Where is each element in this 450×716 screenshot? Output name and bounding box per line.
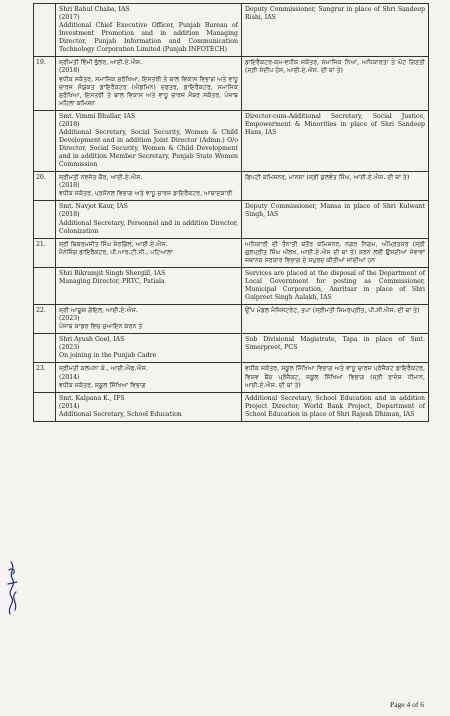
officer-details-line: Additional Secretary, Social Security, Women & Child Development and in addition Joint Director (Admn.) O/o Director, Social Security, Women & Child Development and in addition Member Secretary, Punjab State Women Commission bbox=[59, 128, 238, 169]
officer-details bbox=[56, 238, 242, 267]
officer-details-line: ਸ੍ਰੀਮਤੀ ਕਲਪਨਾ ਕੇ., ਆਈ.ਐਫ.ਐਸ. bbox=[59, 365, 148, 373]
officer-details-line: Smt. Kalpana K., IFS bbox=[59, 394, 125, 402]
officer-details-line: ਮੈਨੇਜਿੰਗ ਡਾਇਰੈਕਟਰ, ਪੀ.ਆਰ.ਟੀ.ਸੀ., ਪਟਿਆਲਾ bbox=[59, 248, 173, 256]
officer-details bbox=[56, 363, 242, 392]
officer-details-line: Shri Bikramjit Singh Shergill, IAS bbox=[59, 269, 166, 277]
posting-details bbox=[242, 4, 429, 57]
serial-number bbox=[34, 201, 56, 238]
officer-details bbox=[56, 201, 242, 238]
serial-number: 19. bbox=[34, 57, 56, 110]
posting-details bbox=[242, 201, 429, 238]
officer-details bbox=[56, 267, 242, 304]
posting-details bbox=[242, 392, 429, 421]
posting-details bbox=[242, 363, 429, 392]
officer-details-line: Shri Rahul Chaba, IAS bbox=[59, 6, 130, 13]
officer-details-line: ਸ੍ਰੀ ਆਯੂਸ਼ ਗੋਇਲ, ਆਈ.ਏ.ਐਸ. bbox=[59, 307, 138, 315]
posting-details-line: Deputy Commissioner, Sangrur in place of Shri Sandeep Rishi, IAS bbox=[245, 6, 425, 22]
table-row bbox=[34, 57, 429, 110]
page-number: Page 4 of 6 bbox=[390, 700, 424, 709]
officer-details-line: ਸ੍ਰੀਮਤੀ ਵਿੰਮੀ ਭੁੱਲਰ, ਆਈ.ਏ.ਐਸ. bbox=[59, 59, 143, 67]
table-row bbox=[34, 4, 429, 57]
officer-details-line: ਵਧੀਕ ਸਕੱਤਰ, ਸਮਾਜਿਕ ਸੁਰੱਖਿਆ, ਇਸਤਰੀ ਤੇ ਬਾਲ ਵਿਕਾਸ ਵਿਭਾਗ ਅਤੇ ਵਾਧੂ ਚਾਰਜ ਸੰਯੁਕਤ ਡਾਇਰੈਕਟਰ (ਐਡਮਿਨ) ਦਫਤਰ, ਡਾਇਰੈਕਟਰ, ਸਮਾਜਿਕ ਸੁਰੱਖਿਆ, ਇਸਤਰੀ ਤੇ ਬਾਲ ਵਿਕਾਸ ਅਤੇ ਵਾਧੂ ਚਾਰਜ ਮੈਂਬਰ ਸਕੱਤਰ, ਪੰਜਾਬ ਮਹਿਲਾ ਕਮਿਸ਼ਨ bbox=[59, 75, 238, 107]
posting-details-line: ਡਾਇਰੈਕਟਰ-ਕਮ-ਵਧੀਕ ਸਕੱਤਰ, ਸਮਾਜਿਕ ਨਿਆਂ, ਅਧਿਕਾਰਤਾ ਤੇ ਘੱਟ ਗਿਣਤੀ (ਸ੍ਰੀ ਸੰਦੀਪ ਹੰਸ, ਆਈ.ਏ.ਐਸ. ਦੀ ਥਾਂ ਤੇ) bbox=[245, 59, 425, 75]
table-row bbox=[34, 172, 429, 201]
officer-details-line: (2017) bbox=[59, 14, 80, 22]
table-row bbox=[34, 334, 429, 363]
officer-details-line: ਵਧੀਕ ਸਕੱਤਰ, ਸਕੂਲ ਸਿੱਖਿਆ ਵਿਭਾਗ bbox=[59, 381, 146, 389]
serial-number bbox=[34, 110, 56, 171]
table-row bbox=[34, 392, 429, 421]
officer-details-line: Smt. Vimmi Bhullar, IAS bbox=[59, 112, 136, 120]
posting-details bbox=[242, 334, 429, 363]
table-row bbox=[34, 238, 429, 267]
serial-number bbox=[34, 4, 56, 57]
transfer-orders-table bbox=[33, 3, 429, 422]
posting-details bbox=[242, 110, 429, 171]
officer-details bbox=[56, 334, 242, 363]
posting-details bbox=[242, 57, 429, 110]
officer-details-line: (2023) bbox=[59, 315, 80, 323]
officer-details-line: (2014) bbox=[59, 402, 80, 410]
posting-details bbox=[242, 238, 429, 267]
handwritten-initials bbox=[2, 548, 24, 618]
table-row bbox=[34, 363, 429, 392]
officer-details-line: (2018) bbox=[59, 211, 80, 219]
posting-details-line: Services are placed at the disposal of the Department of Local Government for posting as Commissioner, Municipal Corporation, Amritsar in place of Shri Gulpreet Singh Aulakh, IAS bbox=[245, 269, 425, 301]
posting-details-line: Sub Divisional Magistrate, Tapa in place of Smt. Simerpreet, PCS bbox=[245, 336, 425, 352]
serial-number bbox=[34, 334, 56, 363]
table-row bbox=[34, 110, 429, 171]
serial-number: 22. bbox=[34, 305, 56, 334]
serial-number: 20. bbox=[34, 172, 56, 201]
table-row bbox=[34, 267, 429, 304]
transfer-orders-body bbox=[34, 4, 429, 422]
serial-number bbox=[34, 392, 56, 421]
officer-details bbox=[56, 110, 242, 171]
table-row bbox=[34, 201, 429, 238]
posting-details-line: ਅਧਿਕਾਰੀ ਦੀ ਤੈਨਾਤੀ ਬਤੌਰ ਕਮਿਸ਼ਨਰ, ਨਗਰ ਨਿਗਮ, ਅੰਮ੍ਰਿਤਸਰ (ਸ੍ਰੀ ਗੁਲਪ੍ਰੀਤ ਸਿੰਘ ਔਲਖ, ਆਈ.ਏ.ਐਸ ਦੀ ਥਾਂ ਤੇ) ਕਰਨ ਲਈ ਉਸਦੀਆਂ ਸੇਵਾਵਾਂ ਸਥਾਨਕ ਸਰਕਾਰ ਵਿਭਾਗ ਦੇ ਸਪੁਰਦ ਕੀਤੀਆਂ ਜਾਂਦੀਆਂ ਹਨ bbox=[245, 240, 425, 264]
posting-details-line: Deputy Commissioner, Mansa in place of Shri Kulwant Singh, IAS bbox=[245, 203, 425, 219]
officer-details-line: Additional Chief Executive Officer, Punjab Bureau of Investment Promotion and in addition Managing Director, Punjab Information and Communication Technology Corporation Limited (Punjab INFOTECH) bbox=[59, 22, 238, 54]
posting-details-line: Director-cum-Additional Secretary, Social Justice, Empowerment & Minorities in place of Shri Sandeep Hans, IAS bbox=[245, 112, 425, 136]
officer-details-line: ਸ੍ਰੀਮਤੀ ਨਵਜੋਤ ਕੌਰ, ਆਈ.ਏ.ਐਸ. bbox=[59, 174, 143, 182]
officer-details-line: Managing Director, PRTC, Patiala bbox=[59, 277, 165, 285]
table-row bbox=[34, 305, 429, 334]
posting-details-line: ਡਿਪਟੀ ਕਮਿਸ਼ਨਰ, ਮਾਨਸਾ (ਸ੍ਰੀ ਕੁਲਵੰਤ ਸਿੰਘ, ਆਈ.ਏ.ਐਸ. ਦੀ ਥਾਂ ਤੇ) bbox=[245, 174, 410, 182]
officer-details bbox=[56, 305, 242, 334]
officer-details-line: (2018) bbox=[59, 120, 80, 128]
officer-details bbox=[56, 4, 242, 57]
posting-details bbox=[242, 305, 429, 334]
officer-details-line: Additional Secretary, Personnel and in addition Director, Colonization bbox=[59, 219, 238, 235]
posting-details bbox=[242, 267, 429, 304]
officer-details-line: ਸ੍ਰੀ ਬਿਕਰਮਜੀਤ ਸਿੰਘ ਸ਼ੇਰਗਿੱਲ, ਆਈ.ਏ.ਐਸ. bbox=[59, 240, 168, 248]
officer-details-line: (2018) bbox=[59, 67, 80, 75]
officer-details-line: (2018) bbox=[59, 182, 80, 190]
serial-number: 21. bbox=[34, 238, 56, 267]
officer-details-line: Shri Ayush Goel, IAS bbox=[59, 336, 125, 344]
officer-details-line: (2023) bbox=[59, 344, 80, 352]
officer-details-line: ਪੰਜਾਬ ਕਾਡਰ ਵਿਚ ਜੁਆਇਨ ਕਰਨ ਤੇ bbox=[59, 323, 143, 331]
officer-details-line: (2014) bbox=[59, 373, 80, 381]
serial-number bbox=[34, 267, 56, 304]
posting-details bbox=[242, 172, 429, 201]
officer-details-line: On joining in the Punjab Cadre bbox=[59, 352, 157, 360]
posting-details-line: ਵਧੀਕ ਸਕੱਤਰ, ਸਕੂਲ ਸਿੱਖਿਆ ਵਿਭਾਗ ਅਤੇ ਵਾਧੂ ਚਾਰਜ ਪ੍ਰੋਜੈਕਟ ਡਾਇਰੈਕਟਰ, ਵਿਸ਼ਵ ਬੈਂਕ ਪ੍ਰੋਜੈਕਟ, ਸਕੂਲ ਸਿੱਖਿਆ ਵਿਭਾਗ (ਸ੍ਰੀ ਰਾਜੇਸ਼ ਧੀਮਾਨ, ਆਈ.ਏ.ਐਸ. ਦੀ ਥਾਂ ਤੇ) bbox=[245, 365, 425, 389]
posting-details-line: ਉੱਪ ਮੰਡਲ ਮੈਜਿਸਟਰੇਟ, ਤਪਾ (ਸ੍ਰੀਮਤੀ ਸਿਮਰਪ੍ਰੀਤ, ਪੀ.ਸੀ.ਐਸ. ਦੀ ਥਾਂ ਤੇ) bbox=[245, 307, 420, 315]
officer-details-line: ਵਧੀਕ ਸਕੱਤਰ, ਪ੍ਰਸੋਨਲ ਵਿਭਾਗ ਅਤੇ ਵਾਧੂ ਚਾਰਜ ਡਾਇਰੈਕਟਰ, ਆਬਾਦਕਾਰੀ bbox=[59, 190, 233, 198]
officer-details-line: Smt. Navjot Kaur, IAS bbox=[59, 203, 128, 211]
officer-details bbox=[56, 172, 242, 201]
posting-details-line: Additional Secretary, School Education and in addition Project Director, World Bank Project, Department of School Education in place of Shri Rajesh Dhiman, IAS bbox=[245, 394, 425, 418]
officer-details-line: Additional Secretary, School Education bbox=[59, 410, 182, 418]
officer-details bbox=[56, 57, 242, 110]
officer-details bbox=[56, 392, 242, 421]
serial-number: 23. bbox=[34, 363, 56, 392]
